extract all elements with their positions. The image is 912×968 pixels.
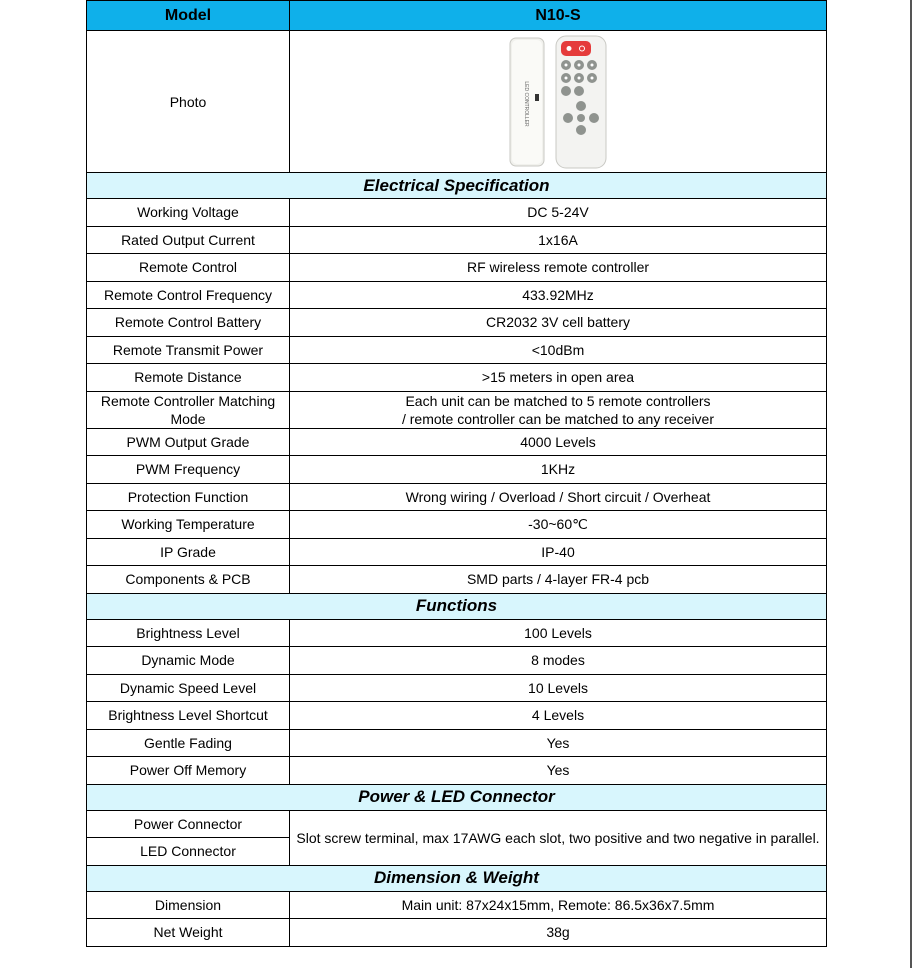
row-label: Remote Transmit Power	[87, 336, 290, 364]
row-label: Remote Control Frequency	[87, 281, 290, 309]
controller-label: LED CONTROLLER	[523, 80, 529, 127]
row-value: Main unit: 87x24x15mm, Remote: 86.5x36x7.5mm	[290, 891, 827, 919]
table-row	[87, 428, 827, 456]
row-label: Remote Distance	[87, 364, 290, 392]
row-label-line2: Mode	[170, 410, 206, 427]
row-label: Gentle Fading	[87, 729, 290, 757]
row-label: Power Connector	[87, 810, 290, 838]
table-row	[87, 647, 827, 675]
table-row	[87, 254, 827, 282]
photo-row	[87, 31, 827, 173]
table-row	[87, 226, 827, 254]
row-value: Yes	[290, 729, 827, 757]
row-label: PWM Frequency	[87, 456, 290, 484]
row-value: 100 Levels	[290, 619, 827, 647]
row-value: 433.92MHz	[290, 281, 827, 309]
table-row	[87, 391, 827, 428]
row-value: 4 Levels	[290, 702, 827, 730]
section-title: Electrical Specification	[87, 173, 827, 199]
row-value-line2: / remote controller can be matched to any receiver	[401, 410, 715, 427]
row-value: CR2032 3V cell battery	[290, 309, 827, 337]
section-dimension	[87, 865, 827, 891]
photo-label: Photo	[87, 31, 290, 173]
header-model: Model	[87, 1, 290, 31]
table-row	[87, 891, 827, 919]
table-header	[87, 1, 827, 31]
row-value: Yes	[290, 757, 827, 785]
table-row	[87, 281, 827, 309]
row-label: Brightness Level Shortcut	[87, 702, 290, 730]
table-row	[87, 919, 827, 947]
table-row	[87, 566, 827, 594]
row-label: Working Temperature	[87, 511, 290, 539]
section-title: Power & LED Connector	[87, 784, 827, 810]
row-value: Slot screw terminal, max 17AWG each slot, two positive and two negative in parallel.	[290, 810, 827, 865]
row-value: -30~60℃	[290, 511, 827, 539]
row-value: 38g	[290, 919, 827, 947]
row-label: Dimension	[87, 891, 290, 919]
row-value: >15 meters in open area	[290, 364, 827, 392]
table-row	[87, 729, 827, 757]
section-title: Dimension & Weight	[87, 865, 827, 891]
row-label: Protection Function	[87, 483, 290, 511]
table-row	[87, 702, 827, 730]
row-label: Dynamic Mode	[87, 647, 290, 675]
row-label: Remote Control	[87, 254, 290, 282]
table-row	[87, 336, 827, 364]
row-value: DC 5-24V	[290, 199, 827, 227]
row-label: Power Off Memory	[87, 757, 290, 785]
row-label: Brightness Level	[87, 619, 290, 647]
row-value: IP-40	[290, 538, 827, 566]
section-functions	[87, 593, 827, 619]
header-model-name: N10-S	[290, 1, 827, 31]
table-row	[87, 199, 827, 227]
row-value: 4000 Levels	[290, 428, 827, 456]
row-value	[290, 391, 827, 428]
row-label: Dynamic Speed Level	[87, 674, 290, 702]
table-row	[87, 309, 827, 337]
row-label: IP Grade	[87, 538, 290, 566]
row-value: 1KHz	[290, 456, 827, 484]
table-row	[87, 538, 827, 566]
row-value: 8 modes	[290, 647, 827, 675]
section-power	[87, 784, 827, 810]
row-label-line1: Remote Controller Matching	[100, 392, 276, 409]
row-value: SMD parts / 4-layer FR-4 pcb	[290, 566, 827, 594]
table-row	[87, 619, 827, 647]
table-row	[87, 511, 827, 539]
table-row	[87, 810, 827, 838]
row-label: PWM Output Grade	[87, 428, 290, 456]
row-value-line1: Each unit can be matched to 5 remote controllers	[405, 392, 711, 409]
row-label	[87, 391, 290, 428]
row-label: Rated Output Current	[87, 226, 290, 254]
led-controller-and-remote-photo-icon	[508, 34, 608, 170]
row-value: 10 Levels	[290, 674, 827, 702]
table-row	[87, 456, 827, 484]
section-electrical	[87, 173, 827, 199]
table-row	[87, 757, 827, 785]
row-value: 1x16A	[290, 226, 827, 254]
table-row	[87, 483, 827, 511]
row-value: Wrong wiring / Overload / Short circuit / Overheat	[290, 483, 827, 511]
row-label: LED Connector	[87, 838, 290, 866]
row-label: Working Voltage	[87, 199, 290, 227]
section-title: Functions	[87, 593, 827, 619]
photo-cell	[290, 31, 827, 173]
spec-table	[86, 0, 827, 947]
row-value: RF wireless remote controller	[290, 254, 827, 282]
table-row	[87, 364, 827, 392]
row-value: <10dBm	[290, 336, 827, 364]
row-label: Remote Control Battery	[87, 309, 290, 337]
row-label: Components & PCB	[87, 566, 290, 594]
table-row	[87, 674, 827, 702]
row-label: Net Weight	[87, 919, 290, 947]
